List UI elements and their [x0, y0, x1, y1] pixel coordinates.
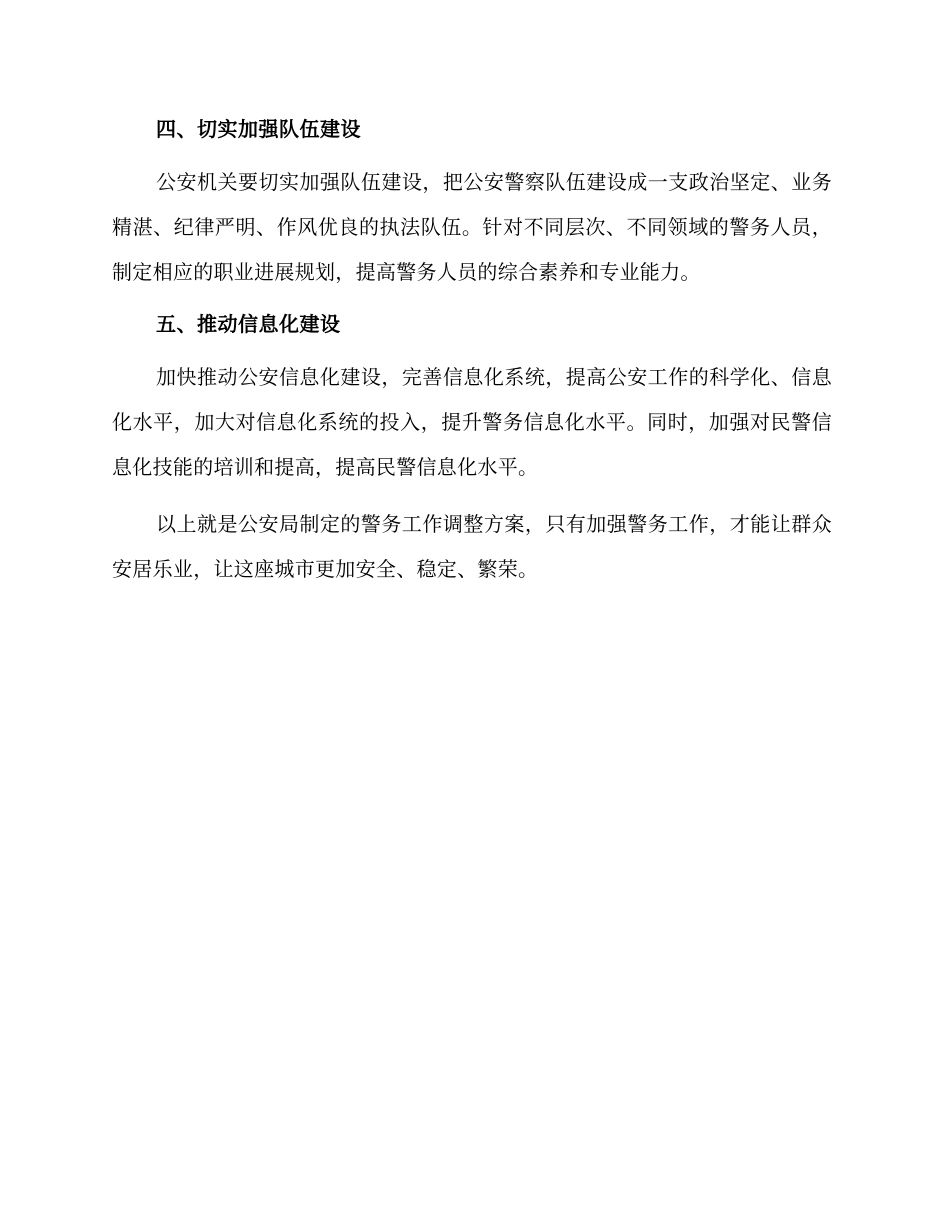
section-paragraph-team-building: 公安机关要切实加强队伍建设，把公安警察队伍建设成一支政治坚定、业务精湛、纪律严明、作风优良的执法队伍。针对不同层次、不同领域的警务人员，制定相应的职业进展规划，提高警务人员的综合素养和专业能力。 — [112, 170, 832, 284]
document-page — [112, 112, 832, 592]
section-heading-informatization: 五、推动信息化建设 — [156, 312, 341, 336]
conclusion-paragraph: 以上就是公安局制定的警务工作调整方案，只有加强警务工作，才能让群众安居乐业，让这座城市更加安全、稳定、繁荣。 — [112, 512, 832, 581]
section-heading-team-building: 四、切实加强队伍建设 — [156, 117, 361, 141]
section-paragraph-informatization: 加快推动公安信息化建设，完善信息化系统，提高公安工作的科学化、信息化水平，加大对信息化系统的投入，提升警务信息化水平。同时，加强对民警信息化技能的培训和提高，提高民警信息化水平。 — [112, 365, 832, 479]
